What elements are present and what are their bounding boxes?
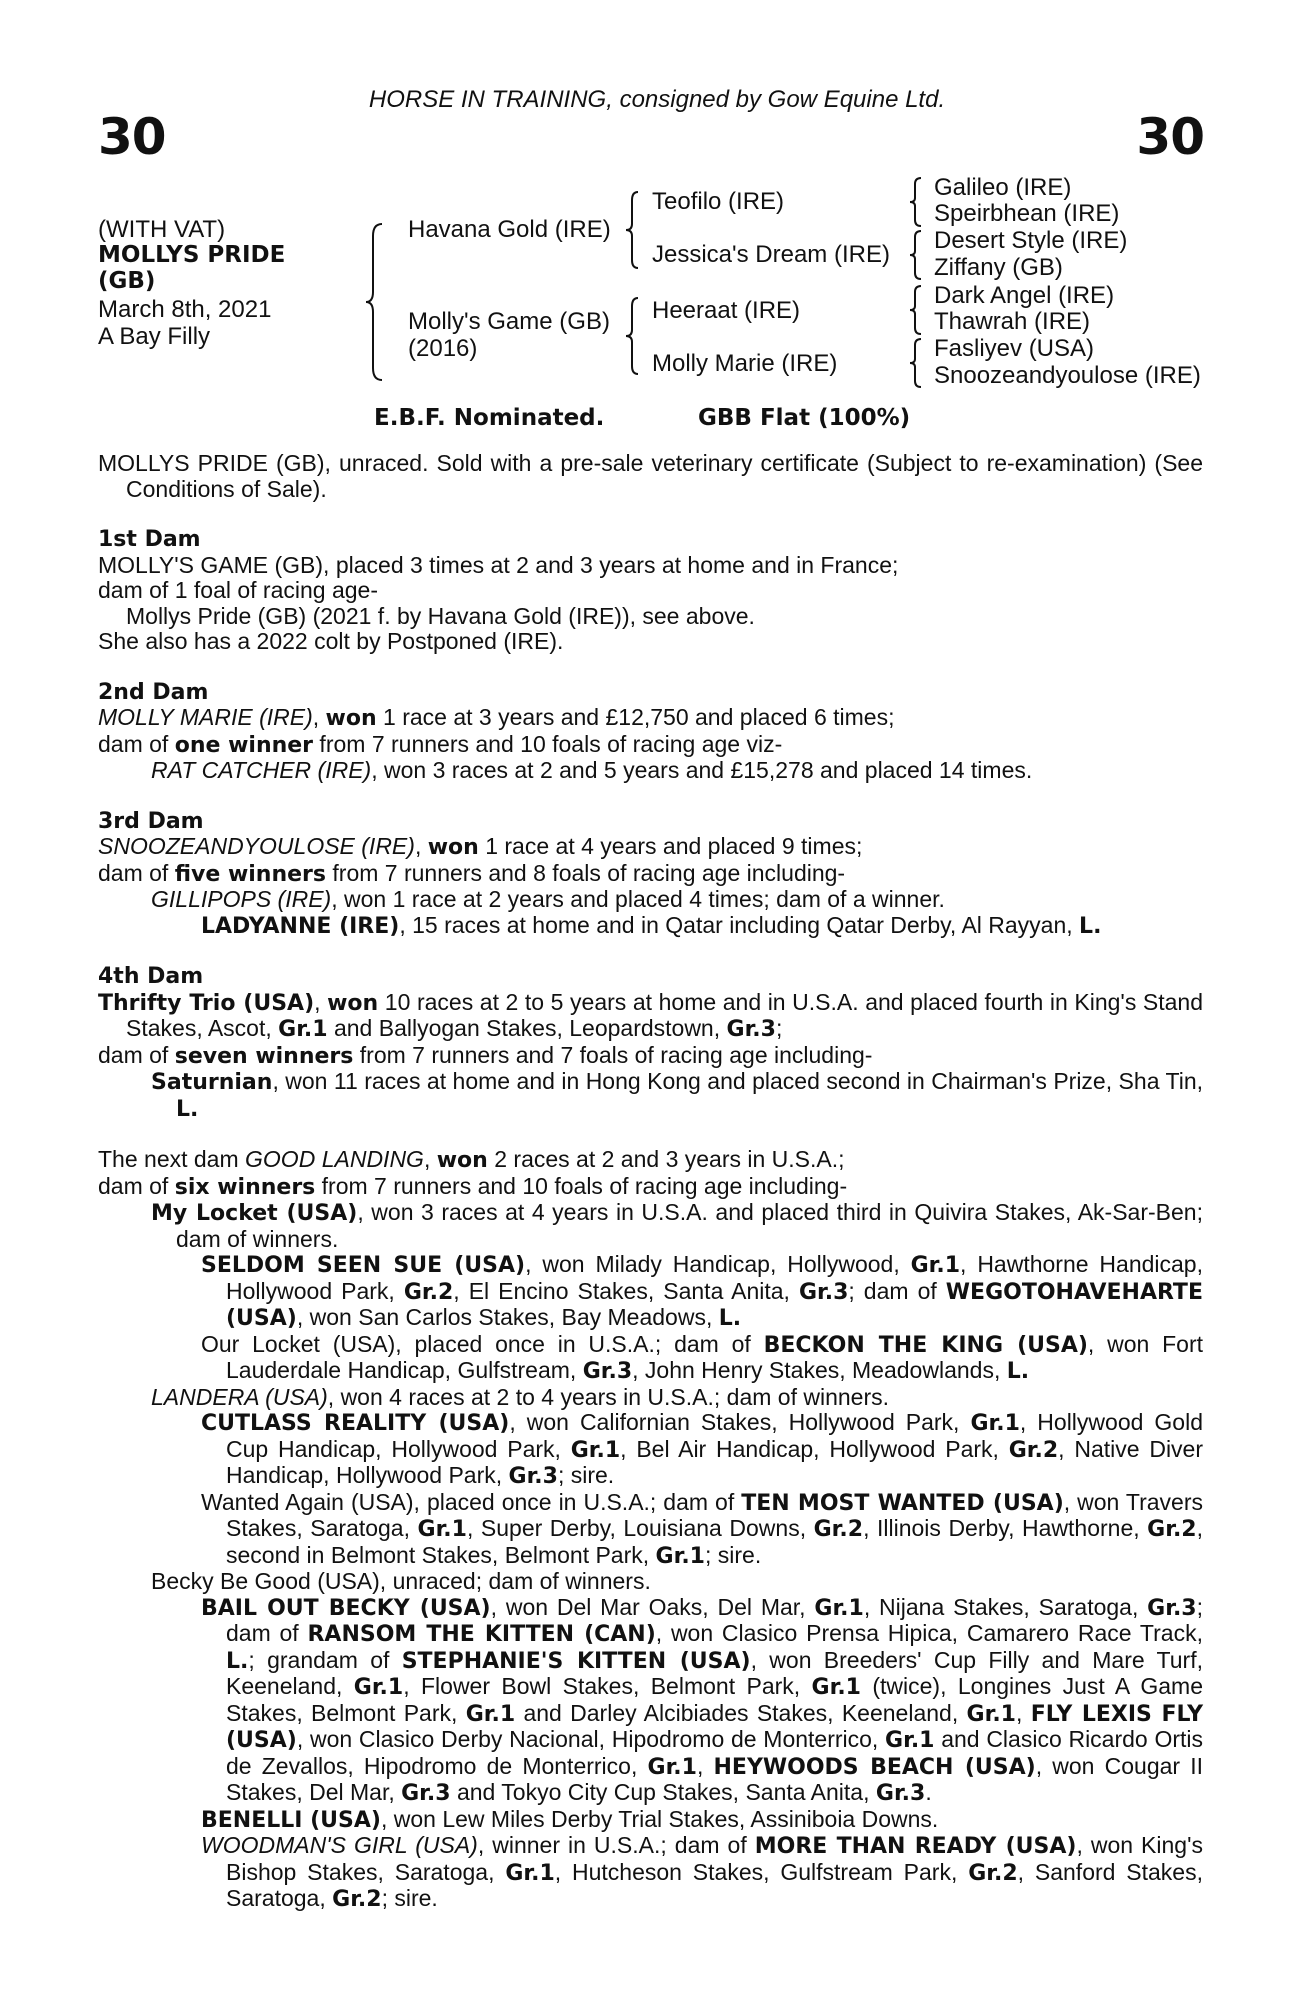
ebf-nomination: E.B.F. Nominated. — [374, 405, 605, 431]
woodmans-girl: WOODMAN'S GIRL (USA), winner in U.S.A.; dam of MORE THAN READY (USA), won King's Bishop Stakes, Saratoga, Gr.1, Hutcheson Stakes, Gulfstream Park, Gr.2, Sanford Stakes, Saratoga, Gr.2; sire. — [201, 1832, 1203, 1912]
dam3-produce: dam of five winners from 7 runners and 8 foals of racing age including- — [98, 859, 846, 887]
cutlass-reality: CUTLASS REALITY (USA), won Californian Stakes, Hollywood Park, Gr.1, Hollywood Gold Cup Handicap, Hollywood Park, Gr.1, Bel Air Handicap, Hollywood Park, Gr.2, Native Diver Handicap, Hollywood Park, Gr.3; sire. — [201, 1409, 1204, 1489]
pedigree-brace-g3-4 — [908, 337, 924, 389]
my-locket: My Locket (USA), won 3 races at 4 years in U.S.A. and placed third in Quivira Stakes, Ak-Sar-Ben; dam of winners. — [151, 1199, 1203, 1252]
dam3-grandfoal: LADYANNE (IRE), 15 races at home and in Qatar including Qatar Derby, Al Rayyan, L. — [201, 911, 1102, 939]
dam3-foal: GILLIPOPS (IRE), won 1 race at 2 years and placed 4 times; dam of a winner. — [151, 886, 945, 912]
dam2-produce: dam of one winner from 7 runners and 10 foals of racing age viz- — [98, 730, 783, 758]
benelli: BENELLI (USA), won Lew Miles Derby Trial Stakes, Assiniboia Downs. — [201, 1805, 939, 1833]
foaling-date: March 8th, 2021 — [98, 296, 272, 323]
ggp-7: Fasliyev (USA) — [934, 335, 1095, 362]
lot-number-right: 30 — [1136, 108, 1204, 166]
ggp-1: Galileo (IRE) — [934, 174, 1072, 201]
pedigree-brace-g3-1 — [908, 176, 924, 228]
our-locket: Our Locket (USA), placed once in U.S.A.; dam of BECKON THE KING (USA), won Fort Lauderdale Handicap, Gulfstream, Gr.3, John Henry Stakes, Meadowlands, L. — [201, 1330, 1203, 1384]
bail-out-becky: BAIL OUT BECKY (USA), won Del Mar Oaks, Del Mar, Gr.1, Nijana Stakes, Saratoga, Gr.3; dam of RANSOM THE KITTEN (CAN), won Clasico Prensa Hipica, Camarero Race Track, L.; grandam of STEPHANIE'S KITTEN (USA), won Breeders' Cup Filly and Mare Turf, Keeneland, Gr.1, Flower Bowl Stakes, Belmont Park, Gr.1 (twice), Longines Just A Game Stakes, Belmont Park, Gr.1 and Darley Alcibiades Stakes, Keeneland, Gr.1, FLY LEXIS FLY (USA), won Clasico Derby Nacional, Hipodromo de Monterrico, Gr.1 and Clasico Ricardo Ortis de Zevallos, Hipodromo de Monterrico, Gr.1, HEYWOODS BEACH (USA), won Cougar II Stakes, Del Mar, Gr.3 and Tokyo City Cup Stakes, Santa Anita, Gr.3. — [201, 1593, 1204, 1806]
sire-sire: Teofilo (IRE) — [652, 188, 785, 215]
ggp-5: Dark Angel (IRE) — [934, 282, 1115, 309]
vat-note: (WITH VAT) — [98, 216, 226, 243]
dam1-produce: dam of 1 foal of racing age- — [98, 577, 378, 603]
pedigree-brace-sire — [624, 190, 642, 270]
seldom-seen-sue: SELDOM SEEN SUE (USA), won Milady Handicap, Hollywood, Gr.1, Hawthorne Handicap, Hollywood Park, Gr.2, El Encino Stakes, Santa Anita, Gr.3; dam of WEGOTOHAVEHARTE (USA), won San Carlos Stakes, Bay Meadows, L. — [201, 1251, 1203, 1331]
sire-dam: Jessica's Dream (IRE) — [652, 241, 890, 268]
sire: Havana Gold (IRE) — [408, 216, 611, 243]
wanted-again: Wanted Again (USA), placed once in U.S.A.; dam of TEN MOST WANTED (USA), won Travers Stakes, Saratoga, Gr.1, Super Derby, Louisiana Downs, Gr.2, Illinois Derby, Hawthorne, Gr.2, second in Belmont Stakes, Belmont Park, Gr.1; sire. — [201, 1488, 1203, 1569]
ggp-4: Ziffany (GB) — [934, 254, 1063, 281]
section-4th-dam: 4th Dam — [98, 964, 204, 989]
dam-dam: Molly Marie (IRE) — [652, 350, 838, 377]
ggp-6: Thawrah (IRE) — [934, 308, 1091, 335]
section-2nd-dam: 2nd Dam — [98, 679, 209, 705]
landera: LANDERA (USA), won 4 races at 2 to 4 years in U.S.A.; dam of winners. — [151, 1383, 889, 1410]
dam4-foal: Saturnian, won 11 races at home and in Hong Kong and placed second in Chairman's Prize, Sha Tin, L. — [151, 1068, 1203, 1122]
dam: Molly's Game (GB) — [408, 308, 610, 335]
section-1st-dam: 1st Dam — [98, 527, 201, 552]
dam1-note: She also has a 2022 colt by Postponed (IRE). — [98, 628, 564, 654]
dam4-produce: dam of seven winners from 7 runners and 7 foals of racing age including- — [98, 1041, 873, 1069]
pedigree-brace-g3-3 — [908, 284, 924, 336]
pedigree-brace-g3-2 — [908, 229, 924, 281]
dam4-record: Thrifty Trio (USA), won 10 races at 2 to 5 years at home and in U.S.A. and placed fourth in King's Stand Stakes, Ascot, Gr.1 and Ballyogan Stakes, Leopardstown, Gr.3; — [98, 988, 1204, 1042]
becky-be-good: Becky Be Good (USA), unraced; dam of winners. — [151, 1568, 651, 1594]
dam2-foal: RAT CATCHER (IRE), won 3 races at 2 and 5 years and £15,278 and placed 14 times. — [151, 757, 1033, 783]
pedigree-table — [0, 0, 1314, 440]
dam-year: (2016) — [408, 335, 478, 362]
ggp-3: Desert Style (IRE) — [934, 227, 1128, 254]
pedigree-brace-dam — [624, 296, 642, 376]
horse-name: MOLLYS PRIDE — [98, 242, 286, 268]
dam2-record: MOLLY MARIE (IRE), won 1 race at 3 years and £12,750 and placed 6 times; — [98, 704, 895, 731]
dam1-record: MOLLY'S GAME (GB), placed 3 times at 2 and 3 years at home and in France; — [98, 551, 899, 578]
ggp-8: Snoozeandyoulose (IRE) — [934, 362, 1201, 389]
lot-number-left: 30 — [98, 108, 166, 166]
next-dam-produce: dam of six winners from 7 runners and 10 foals of racing age including- — [98, 1172, 848, 1200]
next-dam-record: The next dam GOOD LANDING, won 2 races at 2 and 3 years in U.S.A.; — [98, 1146, 845, 1173]
gbb-nomination: GBB Flat (100%) — [698, 405, 911, 431]
dam-sire: Heeraat (IRE) — [652, 297, 801, 324]
horse-description: A Bay Filly — [98, 323, 211, 350]
consignment-header: HORSE IN TRAINING, consigned by Gow Equine Ltd. — [368, 86, 946, 113]
ggp-2: Speirbhean (IRE) — [934, 200, 1120, 227]
dam3-record: SNOOZEANDYOULOSE (IRE), won 1 race at 4 years and placed 9 times; — [98, 833, 863, 860]
horse-summary: MOLLYS PRIDE (GB), unraced. Sold with a pre-sale veterinary certificate (Subject to re-examination) (See Conditions of Sale). — [98, 450, 1203, 502]
catalogue-notes — [98, 451, 1203, 1913]
section-3rd-dam: 3rd Dam — [98, 808, 204, 834]
horse-country: (GB) — [98, 268, 156, 294]
pedigree-brace-main — [364, 222, 386, 382]
dam1-foal: Mollys Pride (GB) (2021 f. by Havana Gold (IRE)), see above. — [126, 602, 755, 629]
